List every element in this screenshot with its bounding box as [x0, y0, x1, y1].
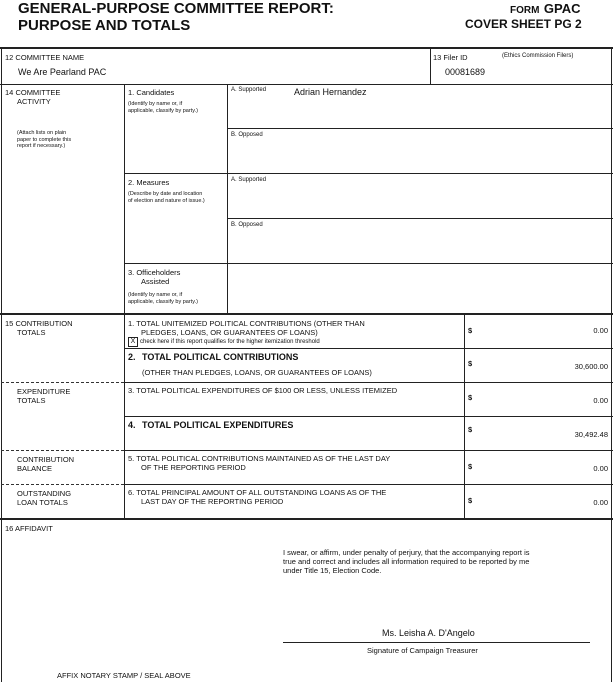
- frame-top: [0, 47, 613, 49]
- row3-divider: [124, 416, 613, 417]
- left-dash-2: [1, 450, 124, 451]
- loans-label-1: OUTSTANDING: [17, 489, 72, 498]
- row4-title: TOTAL POLITICAL EXPENDITURES: [142, 420, 294, 430]
- balance-label-1: CONTRIBUTION: [17, 455, 75, 464]
- affidavit-label: 16 AFFIDAVIT: [5, 524, 53, 533]
- row-divider-activity: [0, 84, 613, 85]
- row6-line-2: LAST DAY OF THE REPORTING PERIOD: [141, 497, 284, 506]
- row1-dollar: $: [468, 326, 473, 335]
- row2-divider: [124, 382, 613, 383]
- row5-line-1: 5. TOTAL POLITICAL CONTRIBUTIONS MAINTAINED AS OF THE LAST DAY: [128, 454, 391, 463]
- contrib-totals-label: [5, 319, 73, 337]
- balance-label: [17, 455, 74, 473]
- filer-id-note: (Ethics Commission Filers): [502, 53, 574, 59]
- frame-right: [611, 47, 612, 682]
- report-title: [18, 0, 334, 34]
- officeholders-note-1: (Identify by name or, if: [128, 292, 183, 298]
- filer-id-value: 00081689: [445, 67, 486, 77]
- itemization-checkbox[interactable]: [128, 337, 138, 347]
- cover-sheet-label: COVER SHEET PG 2: [465, 17, 582, 31]
- attach-line-1: (Attach lists on plain: [17, 130, 67, 136]
- form-code: GPAC: [543, 1, 581, 16]
- candidates-supported-label: A. Supported: [231, 87, 267, 93]
- oath-line-2: true and correct and includes all information required to be reported by me: [283, 557, 530, 566]
- measures-note-1: (Describe by date and location: [128, 191, 203, 197]
- candidates-supported-value: Adrian Hernandez: [294, 87, 367, 97]
- attach-line-2: paper to complete this: [17, 136, 72, 143]
- committee-name-label: 12 COMMITTEE NAME: [5, 53, 85, 62]
- row5-line-2: OF THE REPORTING PERIOD: [141, 463, 246, 472]
- frame-left: [1, 47, 2, 682]
- candidates-measures-divider: [124, 173, 613, 174]
- signer-name: Ms. Leisha A. D'Angelo: [382, 628, 475, 638]
- row3-value: 0.00: [593, 396, 608, 405]
- officeholders-title: [128, 268, 180, 286]
- row4-value: 30,492.48: [574, 430, 608, 439]
- row2-num: 2.: [128, 352, 136, 362]
- activity-num: 14: [5, 88, 14, 97]
- measures-opposed-label: B. Opposed: [231, 222, 263, 228]
- candidates-note-2: applicable, classify by party.): [128, 107, 198, 114]
- row1-line-1: 1. TOTAL UNITEMIZED POLITICAL CONTRIBUTIONS (OTHER THAN: [128, 319, 365, 328]
- candidates-note-1: (Identify by name or, if: [128, 101, 183, 107]
- contrib-num: 15: [5, 319, 14, 328]
- expend-totals-label: [17, 387, 70, 405]
- officeholders-note: [128, 292, 198, 305]
- row2-value: 30,600.00: [574, 362, 608, 371]
- row2-subtitle: (OTHER THAN PLEDGES, LOANS, OR GUARANTEES OF LOANS): [142, 368, 372, 377]
- officeholders-title-2: Assisted: [141, 277, 170, 286]
- affidavit-oath: [283, 548, 608, 575]
- checkbox-mark: X: [130, 338, 136, 345]
- row5-dollar: $: [468, 462, 473, 471]
- row5-divider: [124, 484, 613, 485]
- candidates-title: 1. Candidates: [128, 88, 175, 97]
- row4-dollar: $: [468, 425, 473, 434]
- row1-divider: [124, 348, 613, 349]
- row3-text: 3. TOTAL POLITICAL EXPENDITURES OF $100 OR LESS, UNLESS ITEMIZED: [128, 386, 398, 395]
- measures-title: 2. Measures: [128, 178, 170, 187]
- oath-line-1: I swear, or affirm, under penalty of perjury, that the accompanying report is: [283, 548, 530, 557]
- measures-note-2: of election and nature of issue.): [128, 197, 205, 204]
- activity-label: [5, 88, 60, 106]
- measures-note: [128, 191, 205, 204]
- loans-label-2: LOAN TOTALS: [17, 498, 68, 507]
- activity-col-1: [124, 84, 125, 313]
- row6-line-1: 6. TOTAL PRINCIPAL AMOUNT OF ALL OUTSTANDING LOANS AS OF THE: [128, 488, 387, 497]
- balance-label-2: BALANCE: [17, 464, 53, 473]
- activity-line-1: COMMITTEE: [15, 88, 61, 97]
- committee-name-value: We Are Pearland PAC: [18, 67, 107, 77]
- officeholders-note-2: applicable, classify by party.): [128, 298, 198, 305]
- measures-officeholders-divider: [124, 263, 613, 264]
- section-16-divider: [0, 518, 613, 520]
- itemization-check-text: check here if this report qualifies for the higher itemization threshold: [140, 339, 320, 345]
- filer-divider: [430, 47, 431, 84]
- section-15-divider: [0, 313, 613, 315]
- row1-line-2: PLEDGES, LOANS, OR GUARANTEES OF LOANS): [141, 328, 318, 337]
- loans-label: [17, 489, 71, 507]
- candidates-ab-divider: [227, 128, 613, 129]
- row1-value: 0.00: [593, 326, 608, 335]
- row2-title: TOTAL POLITICAL CONTRIBUTIONS: [142, 352, 299, 362]
- officeholders-title-1: 3. Officeholders: [128, 268, 181, 277]
- contrib-label-1: CONTRIBUTION: [15, 319, 73, 328]
- filer-id-label: 13 Filer ID: [433, 53, 468, 62]
- row6-dollar: $: [468, 496, 473, 505]
- activity-line-2: ACTIVITY: [17, 97, 51, 106]
- row2-dollar: $: [468, 359, 473, 368]
- activity-col-2: [227, 84, 228, 313]
- form-label: FORM: [510, 5, 540, 16]
- row4-num: 4.: [128, 420, 136, 430]
- expend-label-2: TOTALS: [17, 396, 46, 405]
- row1-text: [128, 319, 365, 337]
- row6-value: 0.00: [593, 498, 608, 507]
- left-dash-1: [1, 382, 124, 383]
- title-line-1: GENERAL-PURPOSE COMMITTEE REPORT:: [18, 0, 334, 17]
- candidates-note: [128, 101, 198, 114]
- notary-caption: AFFIX NOTARY STAMP / SEAL ABOVE: [57, 671, 191, 680]
- attach-note: [17, 130, 71, 150]
- row4-divider: [124, 450, 613, 451]
- title-line-2: PURPOSE AND TOTALS: [18, 17, 191, 34]
- measures-supported-label: A. Supported: [231, 177, 267, 183]
- signature-caption: Signature of Campaign Treasurer: [367, 646, 478, 655]
- left-dash-3: [1, 484, 124, 485]
- row3-dollar: $: [468, 393, 473, 402]
- measures-ab-divider: [227, 218, 613, 219]
- row5-value: 0.00: [593, 464, 608, 473]
- row5-text: [128, 454, 390, 472]
- form-id: [510, 0, 581, 18]
- signature-line: [283, 642, 590, 643]
- attach-line-3: report if necessary.): [17, 143, 66, 149]
- expend-label-1: EXPENDITURE: [17, 387, 71, 396]
- candidates-opposed-label: B. Opposed: [231, 132, 263, 138]
- oath-line-3: under Title 15, Election Code.: [283, 566, 382, 575]
- contrib-label-2: TOTALS: [17, 328, 46, 337]
- row6-text: [128, 488, 386, 506]
